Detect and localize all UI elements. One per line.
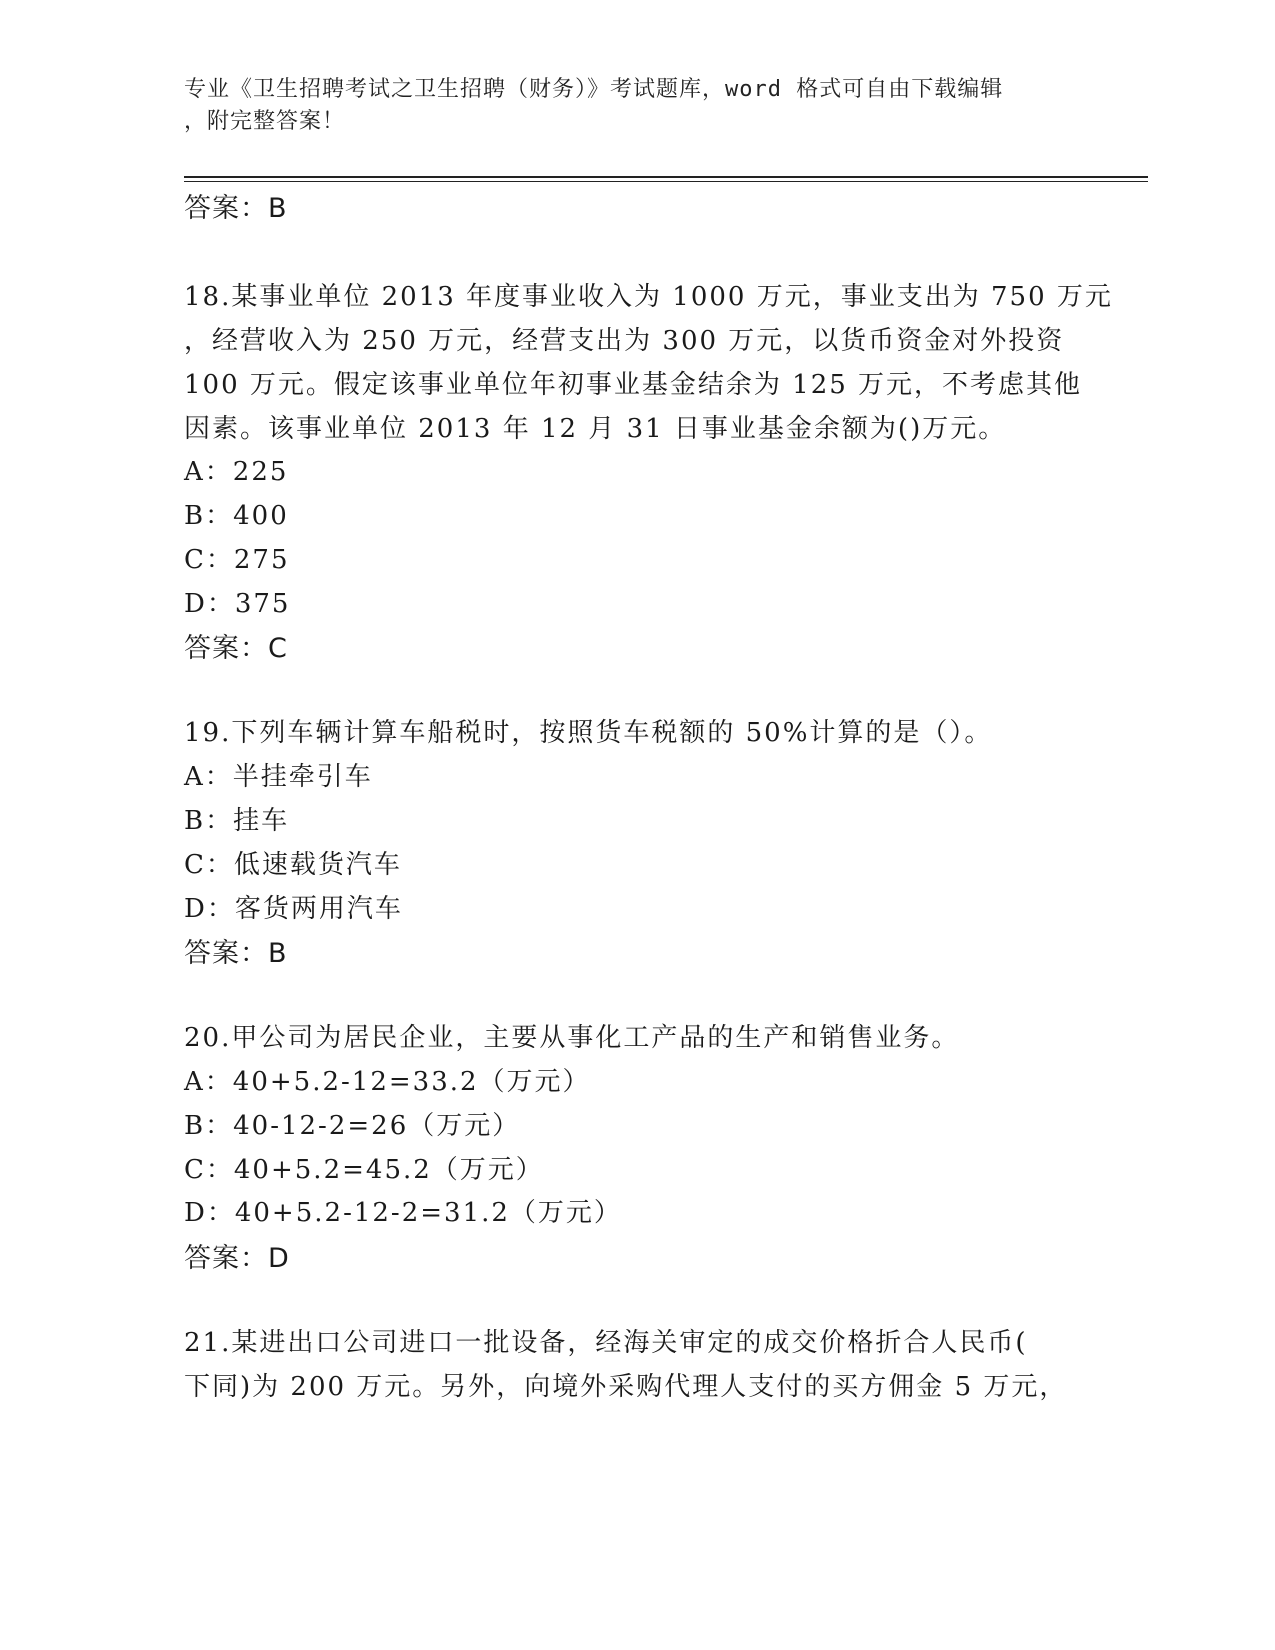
question-18-option-d: D：375: [184, 589, 291, 619]
question-18-option-b: B：400: [184, 501, 289, 531]
question-19-line-1: 19.下列车辆计算车船税时，按照货车税额的 50%计算的是（）。: [184, 718, 993, 748]
question-20-line-1: 20.甲公司为居民企业，主要从事化工产品的生产和销售业务。: [184, 1023, 960, 1053]
question-18-option-c: C：275: [184, 545, 290, 575]
answer-q19: 答案：B: [184, 938, 288, 969]
question-20-option-b: B：40-12-2=26（万元）: [184, 1111, 521, 1141]
header-rule-thin: [184, 181, 1148, 182]
question-19-option-d: D：客货两用汽车: [184, 894, 403, 924]
question-18-line-4: 因素。该事业单位 2013 年 12 月 31 日事业基金余额为()万元。: [184, 414, 1007, 444]
answer-q20: 答案：D: [184, 1243, 290, 1274]
question-19-option-b: B：挂车: [184, 806, 290, 836]
question-21-line-1: 21.某进出口公司进口一批设备，经海关审定的成交价格折合人民币(: [184, 1328, 1028, 1358]
question-18-option-a: A：225: [184, 457, 289, 487]
question-18-line-2: ，经营收入为 250 万元，经营支出为 300 万元，以货币资金对外投资: [184, 326, 1065, 356]
answer-q18: 答案：C: [184, 633, 288, 664]
question-20-option-c: C：40+5.2=45.2（万元）: [184, 1155, 544, 1185]
question-19-option-c: C：低速载货汽车: [184, 850, 402, 880]
document-header: [184, 74, 1064, 138]
question-19-option-a: A：半挂牵引车: [184, 762, 373, 792]
header-rule-thick: [184, 176, 1148, 178]
question-21-line-2: 下同)为 200 万元。另外，向境外采购代理人支付的买方佣金 5 万元，: [184, 1372, 1068, 1402]
question-18-line-1: 18.某事业单位 2013 年度事业收入为 1000 万元，事业支出为 750 万元: [184, 282, 1113, 312]
question-18-line-3: 100 万元。假定该事业单位年初事业基金结余为 125 万元，不考虑其他: [184, 370, 1083, 400]
question-20-option-d: D：40+5.2-12-2=31.2（万元）: [184, 1198, 622, 1228]
answer-q17: 答案：B: [184, 193, 288, 224]
header-line-2: ，附完整答案！: [184, 109, 346, 134]
question-20-option-a: A：40+5.2-12=33.2（万元）: [184, 1067, 591, 1097]
header-line-1: 专业《卫生招聘考试之卫生招聘（财务）》考试题库，word 格式可自由下载编辑: [184, 77, 1004, 102]
